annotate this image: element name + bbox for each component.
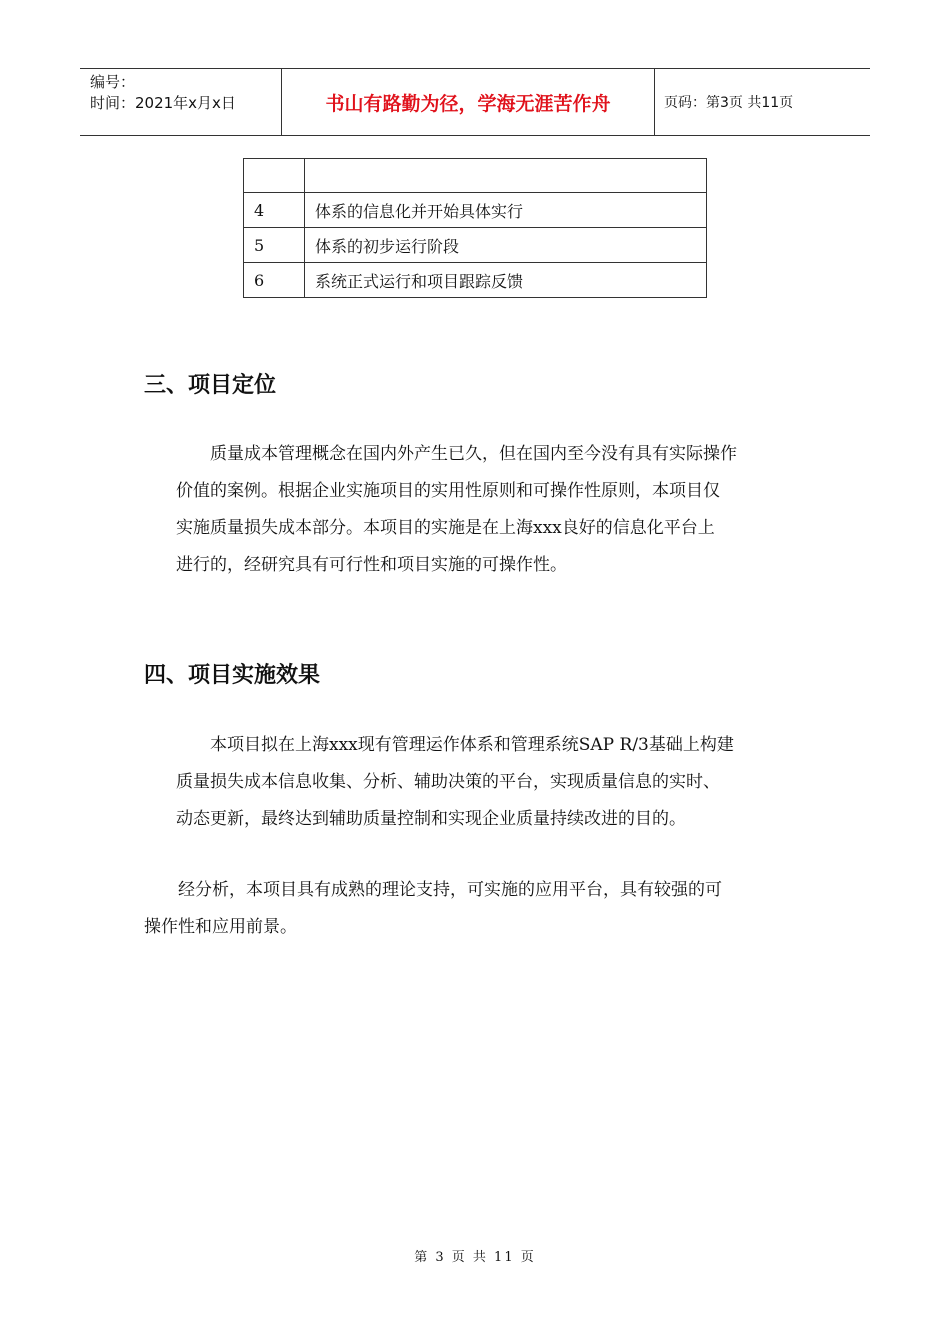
paragraph-line: 本项目拟在上海xxx现有管理运作体系和管理系统SAP R/3基础上构建 <box>210 735 734 755</box>
section-4-paragraph <box>176 727 734 838</box>
table-row <box>244 159 707 193</box>
table-cell-num: 4 <box>244 193 305 228</box>
table-cell-num <box>244 159 305 193</box>
header-meta <box>90 72 280 114</box>
paragraph-line: 操作性和应用前景。 <box>144 917 297 937</box>
paragraph-line: 动态更新，最终达到辅助质量控制和实现企业质量持续改进的目的。 <box>176 809 686 829</box>
steps-table <box>243 158 707 298</box>
paragraph-line: 进行的，经研究具有可行性和项目实施的可操作性。 <box>176 555 567 575</box>
table-cell-text: 体系的初步运行阶段 <box>305 228 707 263</box>
header-page-info: 页码：第3页 共11页 <box>664 95 794 111</box>
table-row <box>244 263 707 298</box>
section-3-title: 三、项目定位 <box>144 373 277 398</box>
table-cell-num: 5 <box>244 228 305 263</box>
paragraph-line: 质量成本管理概念在国内外产生已久，但在国内至今没有具有实际操作 <box>210 444 737 464</box>
table-row <box>244 193 707 228</box>
table-cell-text: 体系的信息化并开始具体实行 <box>305 193 707 228</box>
doc-number-label: 编号： <box>90 73 136 91</box>
paragraph-line: 价值的案例。根据企业实施项目的实用性原则和可操作性原则，本项目仅 <box>176 481 720 501</box>
header-motto: 书山有路勤为径，学海无涯苦作舟 <box>325 92 611 115</box>
section-3-paragraph <box>176 436 737 584</box>
paragraph-line: 质量损失成本信息收集、分析、辅助决策的平台，实现质量信息的实时、 <box>176 772 720 792</box>
page-footer: 第 3 页 共 11 页 <box>414 1250 536 1265</box>
table-cell-text: 系统正式运行和项目跟踪反馈 <box>305 263 707 298</box>
section-4-conclusion <box>144 872 722 946</box>
doc-time-label: 时间：2021年x月x日 <box>90 94 236 112</box>
table-cell-text <box>305 159 707 193</box>
table-row <box>244 228 707 263</box>
paragraph-line: 经分析，本项目具有成熟的理论支持，可实施的应用平台，具有较强的可 <box>178 880 722 900</box>
section-4-title: 四、项目实施效果 <box>144 663 321 688</box>
table-cell-num: 6 <box>244 263 305 298</box>
paragraph-line: 实施质量损失成本部分。本项目的实施是在上海xxx良好的信息化平台上 <box>176 518 715 538</box>
header-divider-right <box>654 68 655 136</box>
